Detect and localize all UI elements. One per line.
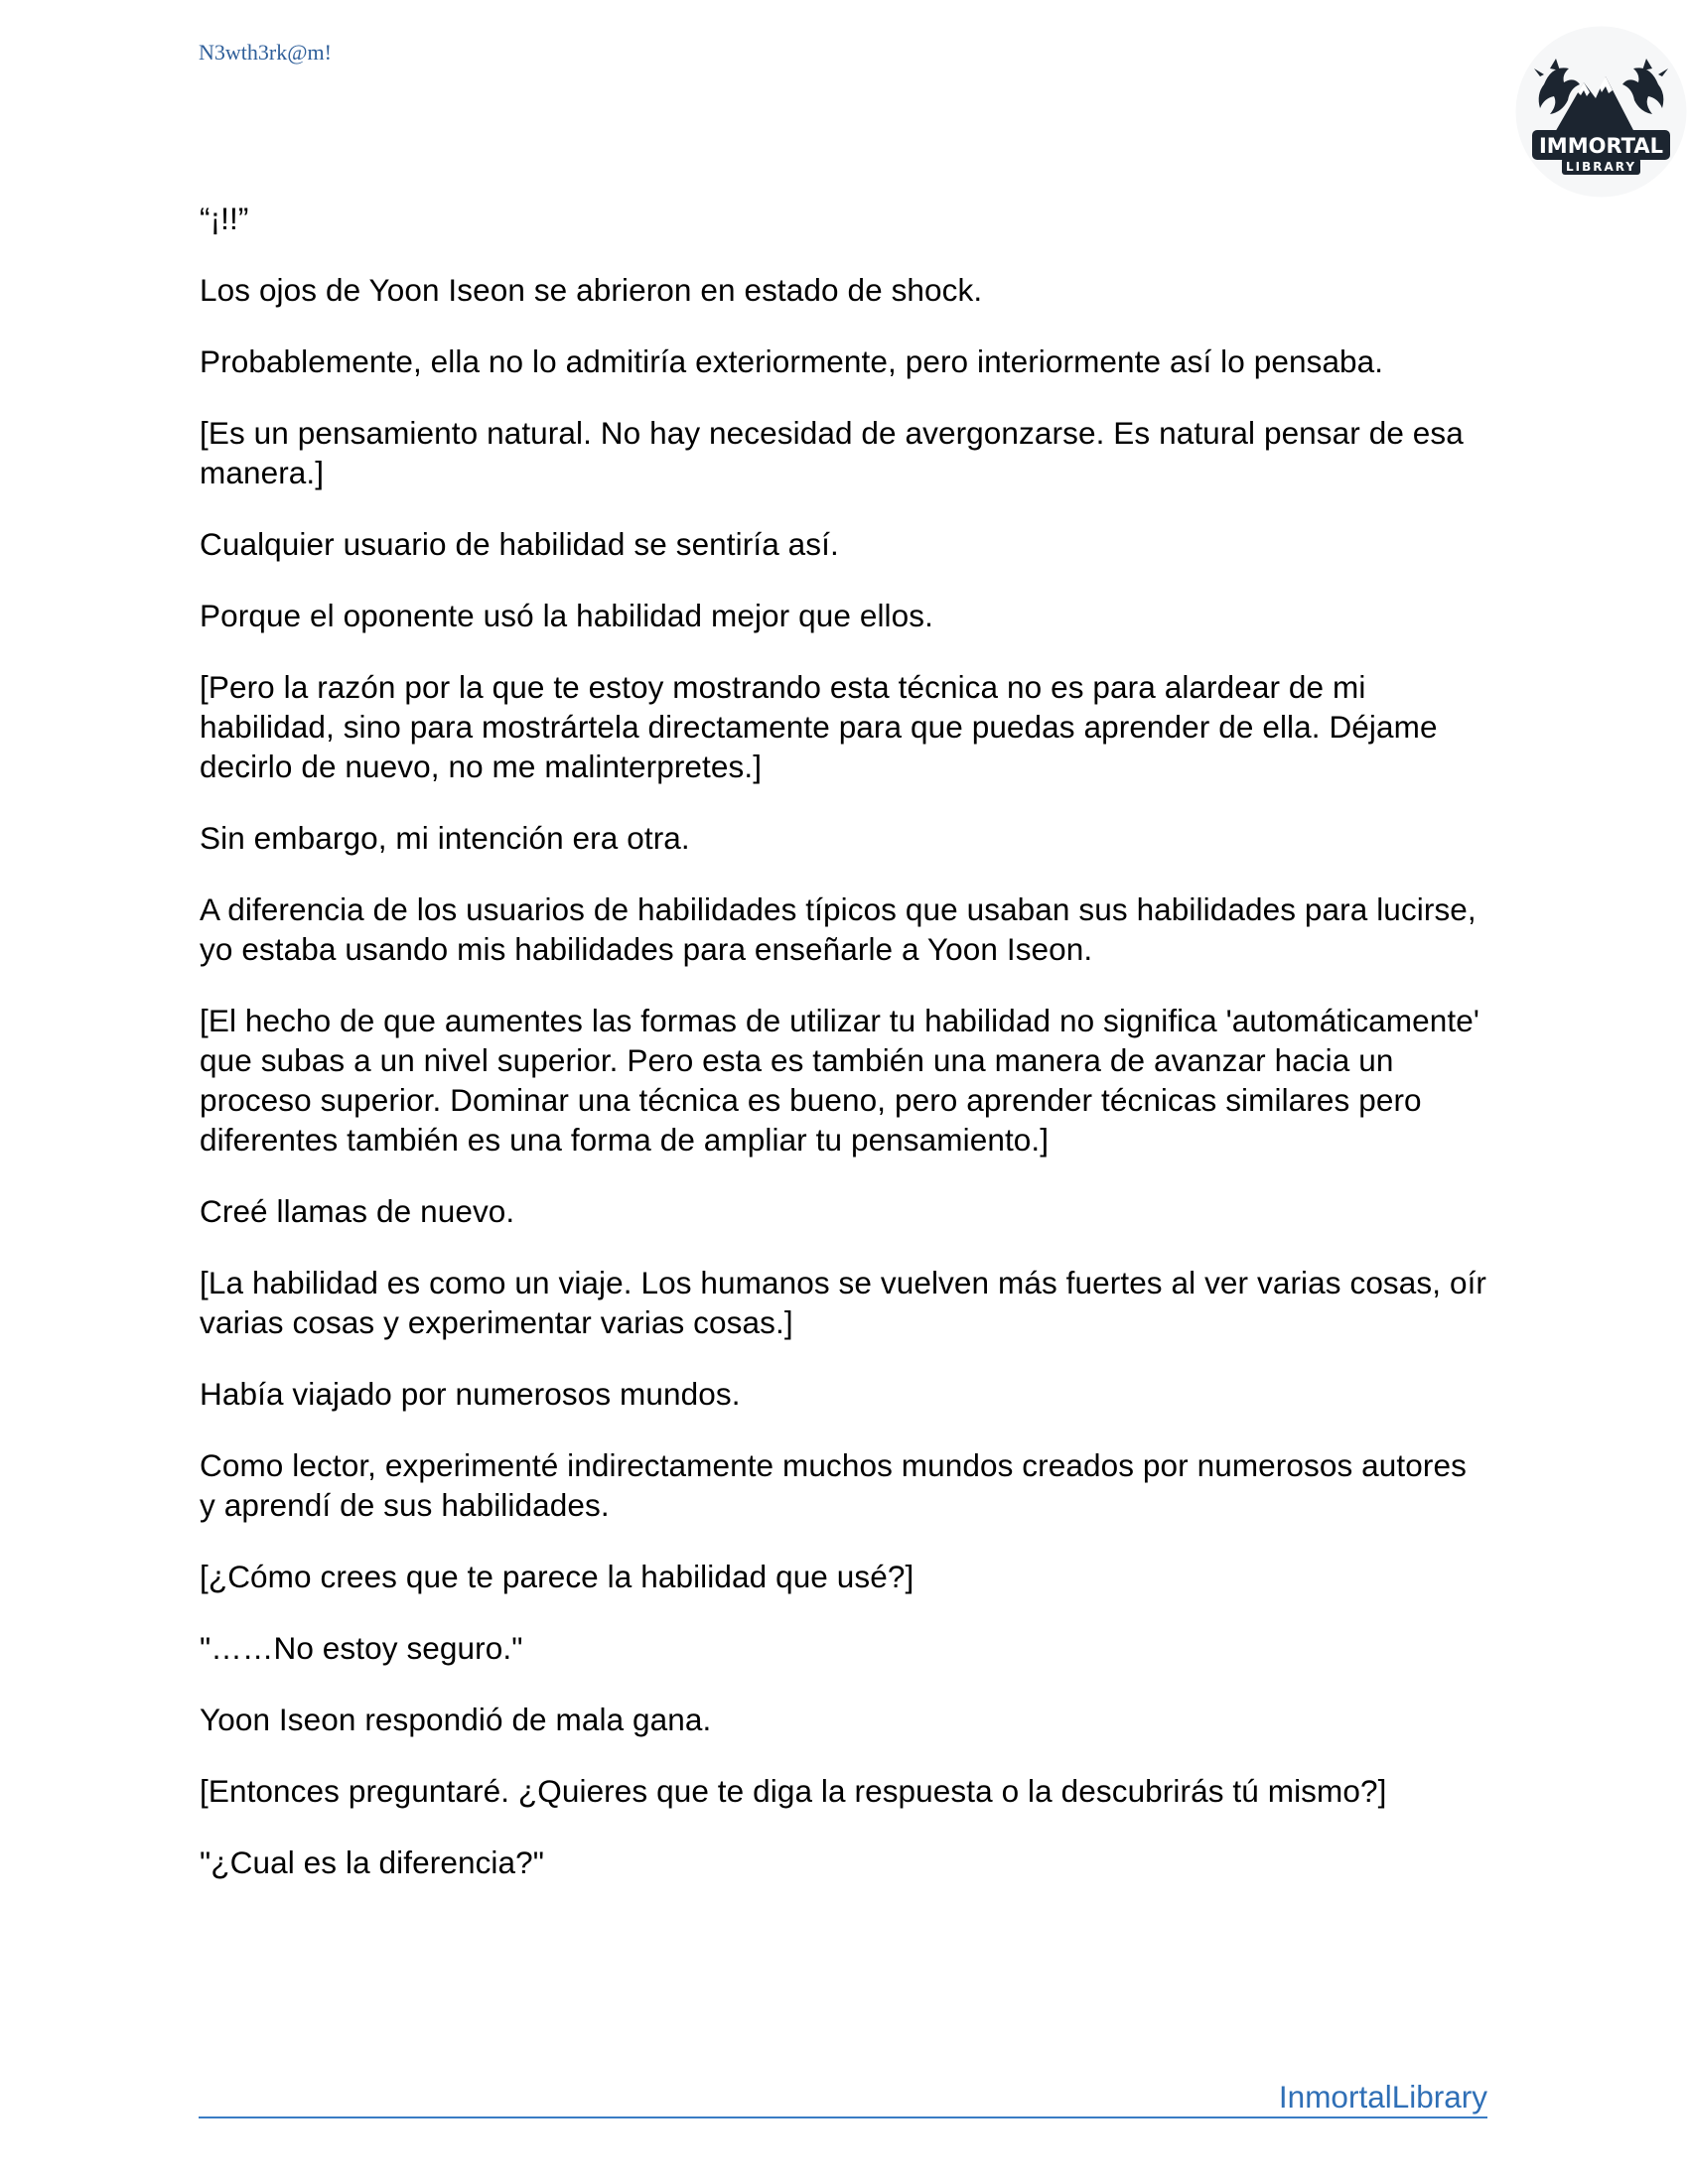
logo-line2: LIBRARY	[1565, 160, 1637, 174]
paragraph: Los ojos de Yoon Iseon se abrieron en estado de shock.	[200, 272, 983, 308]
paragraph: Sin embargo, mi intención era otra.	[200, 820, 690, 856]
paragraph: [El hecho de que aumentes las formas de utilizar tu habilidad no significa 'automáticamente' que subas a un nivel superior. Pero esta es también una manera de avanzar hacia un proceso superior. Dominar una técnica es bueno, pero aprender técnicas similares pero diferentes también es una forma de ampliar tu pensamiento.]	[200, 1003, 1479, 1158]
paragraph: A diferencia de los usuarios de habilidades típicos que usaban sus habilidades para lucirse, yo estaba usando mis habilidades para enseñarle a Yoon Iseon.	[200, 891, 1477, 967]
dragon-mountain-emblem-icon	[1514, 25, 1688, 199]
paragraph: Como lector, experimenté indirectamente muchos mundos creados por numerosos autores y aprendí de sus habilidades.	[200, 1447, 1467, 1523]
paragraph: "……No estoy seguro."	[200, 1630, 523, 1666]
paragraph: [Entonces preguntaré. ¿Quieres que te diga la respuesta o la descubrirás tú mismo?]	[200, 1773, 1387, 1809]
paragraph: Había viajado por numerosos mundos.	[200, 1376, 741, 1412]
header-watermark: N3wth3rk@m!	[199, 40, 332, 65]
paragraph: Creé llamas de nuevo.	[200, 1193, 515, 1229]
paragraph: [Pero la razón por la que te estoy mostrando esta técnica no es para alardear de mi habilidad, sino para mostrártela directamente para que puedas aprender de ella. Déjame decirlo de nuevo, no me malinterpretes.]	[200, 669, 1438, 784]
paragraph: Yoon Iseon respondió de mala gana.	[200, 1702, 712, 1737]
document-body	[200, 199, 1490, 1914]
paragraph: Porque el oponente usó la habilidad mejor que ellos.	[200, 598, 933, 633]
paragraph: "¿Cual es la diferencia?"	[200, 1844, 545, 1880]
paragraph: Cualquier usuario de habilidad se sentiría así.	[200, 526, 839, 562]
paragraph: [Es un pensamiento natural. No hay necesidad de avergonzarse. Es natural pensar de esa manera.]	[200, 415, 1464, 490]
logo-line1: IMMORTAL	[1538, 134, 1664, 158]
footer-rule	[199, 2116, 1487, 2118]
paragraph: Probablemente, ella no lo admitiría exteriormente, pero interiormente así lo pensaba.	[200, 343, 1384, 379]
footer-link[interactable]: InmortalLibrary	[1278, 2079, 1487, 2115]
paragraph: [¿Cómo crees que te parece la habilidad que usé?]	[200, 1559, 914, 1594]
immortal-library-logo	[1514, 25, 1688, 199]
paragraph: [La habilidad es como un viaje. Los humanos se vuelven más fuertes al ver varias cosas, oír varias cosas y experimentar varias cosas.]	[200, 1265, 1487, 1340]
paragraph: “¡!!”	[200, 201, 249, 236]
